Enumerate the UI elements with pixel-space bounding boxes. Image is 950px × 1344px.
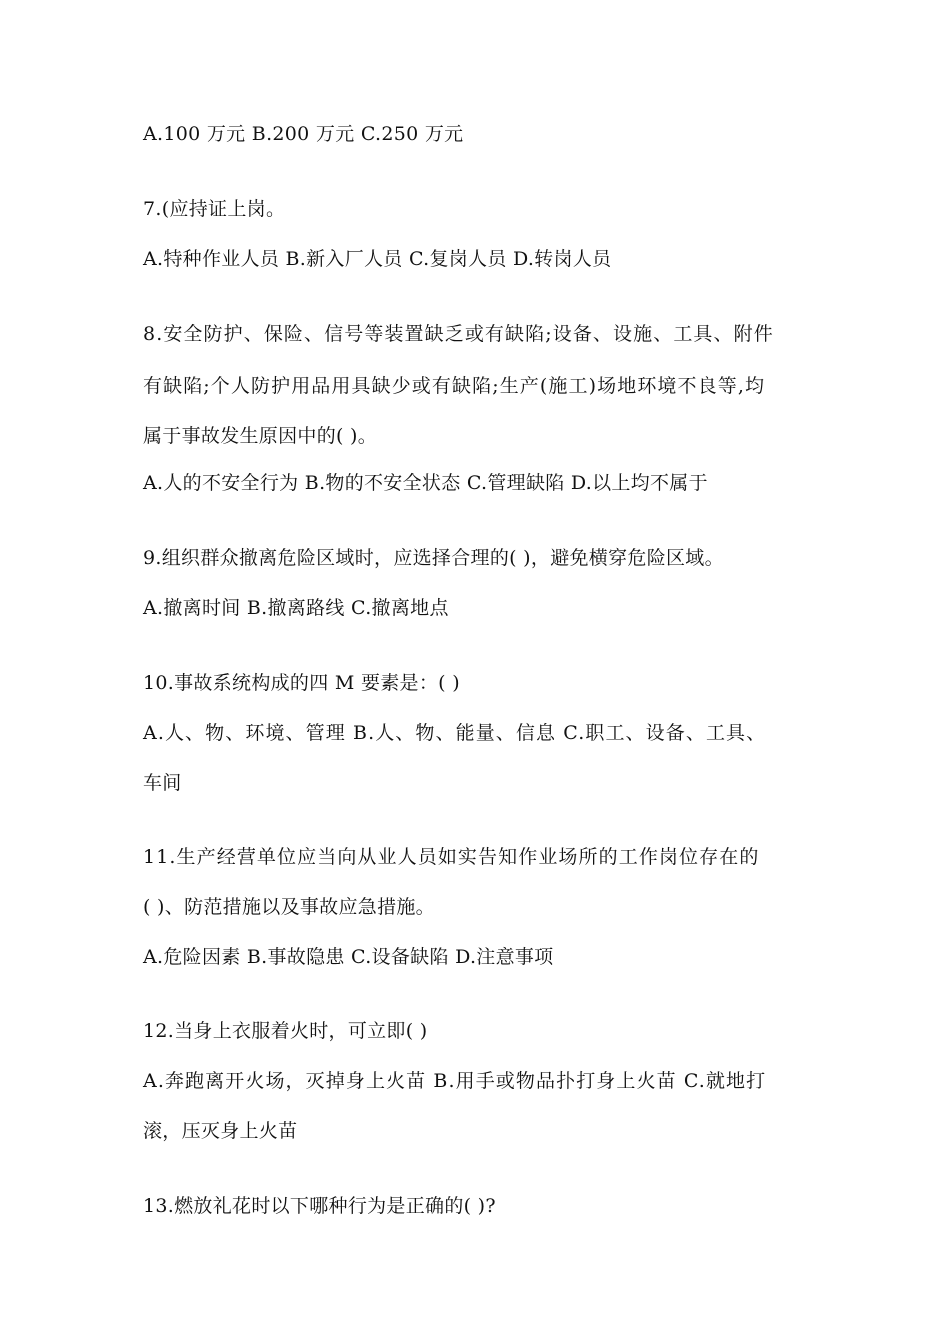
q12-question: 12.当身上衣服着火时，可立即( ) bbox=[143, 1020, 428, 1042]
q7-options: A.特种作业人员 B.新入厂人员 C.复岗人员 D.转岗人员 bbox=[143, 248, 612, 270]
q8-question-line-2: 有缺陷;个人防护用品用具缺少或有缺陷;生产(施工)场地环境不良等,均 bbox=[143, 375, 766, 397]
q10-question: 10.事故系统构成的四 M 要素是：( ) bbox=[143, 672, 460, 694]
q11-question-line-1: 11.生产经营单位应当向从业人员如实告知作业场所的工作岗位存在的 bbox=[143, 846, 760, 868]
q11-question-line-2: ( )、防范措施以及事故应急措施。 bbox=[143, 896, 435, 918]
q12-options-line-2: 滚，压灭身上火苗 bbox=[143, 1120, 298, 1142]
q8-question-line-3: 属于事故发生原因中的( )。 bbox=[143, 425, 378, 447]
q8-question-line-1: 8.安全防护、保险、信号等装置缺乏或有缺陷;设备、设施、工具、附件 bbox=[143, 323, 774, 345]
q7-question: 7.(应持证上岗。 bbox=[143, 198, 286, 220]
q10-options-line-2: 车间 bbox=[143, 772, 182, 794]
q8-options: A.人的不安全行为 B.物的不安全状态 C.管理缺陷 D.以上均不属于 bbox=[143, 472, 708, 494]
q9-options: A.撤离时间 B.撤离路线 C.撤离地点 bbox=[143, 597, 449, 619]
q13-question: 13.燃放礼花时以下哪种行为是正确的( )? bbox=[143, 1195, 496, 1217]
q12-options-line-1: A.奔跑离开火场，灭掉身上火苗 B.用手或物品扑打身上火苗 C.就地打 bbox=[143, 1070, 767, 1092]
q11-options: A.危险因素 B.事故隐患 C.设备缺陷 D.注意事项 bbox=[143, 946, 554, 968]
q10-options-line-1: A.人、物、环境、管理 B.人、物、能量、信息 C.职工、设备、工具、 bbox=[143, 722, 767, 744]
q6-options: A.100 万元 B.200 万元 C.250 万元 bbox=[143, 123, 464, 145]
q9-question: 9.组织群众撤离危险区域时，应选择合理的( )，避免横穿危险区域。 bbox=[143, 547, 724, 569]
